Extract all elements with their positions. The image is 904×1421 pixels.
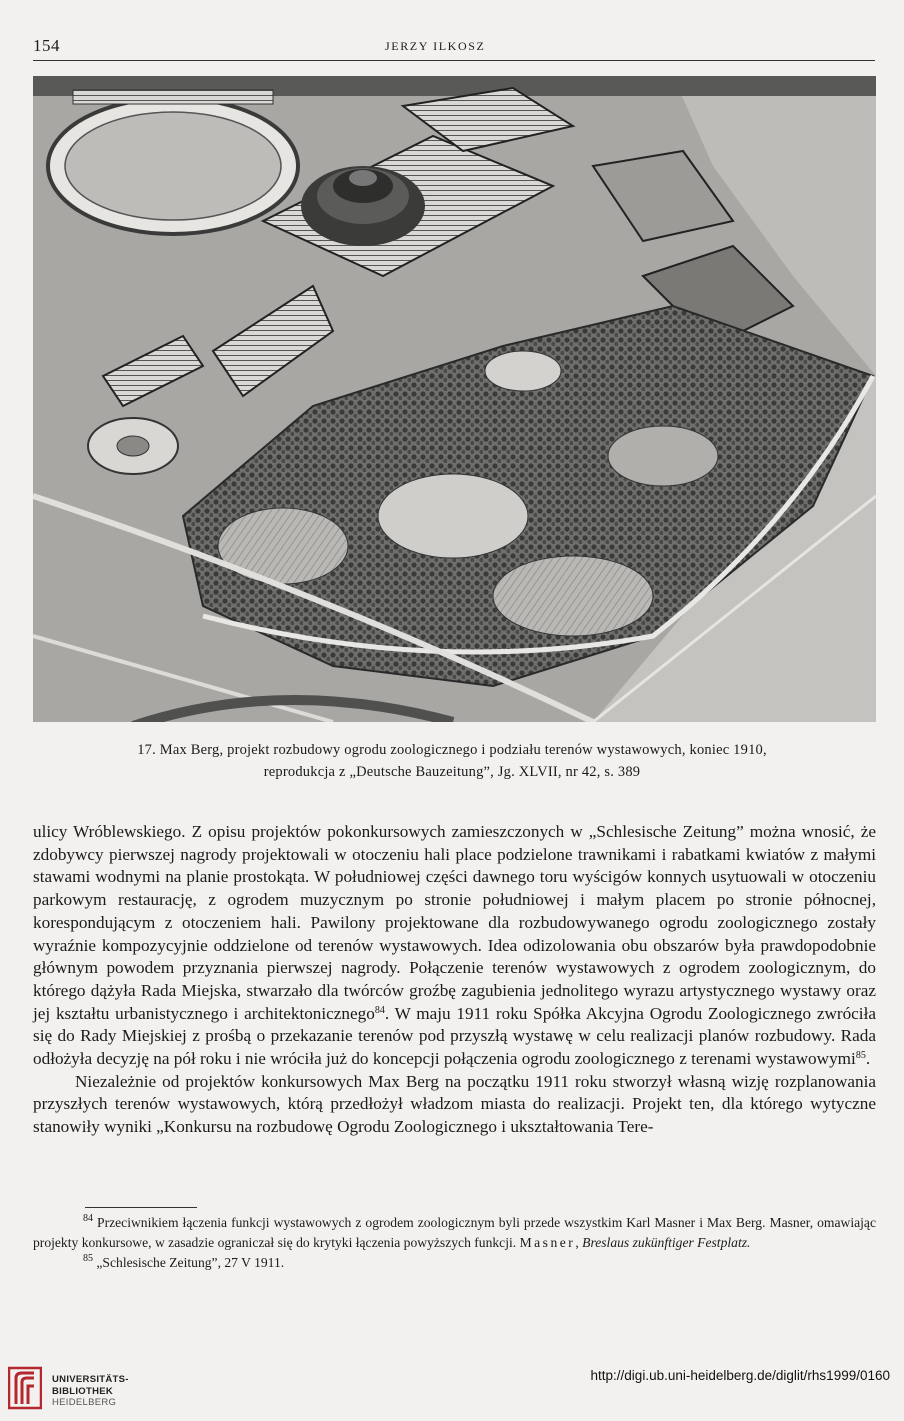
- footnote-85-text: „Schlesische Zeitung”, 27 V 1911.: [93, 1255, 285, 1270]
- footnote-84-author: Masner: [519, 1235, 576, 1250]
- paragraph-1-part-b: . W maju 1911 roku Spółka Akcyjna Ogrodu Zoologicznego zwróciła się do Rady Miejskiej z prośbą o przekazanie terenów pod przyszłą wystawę w celu realizacji planów rozbudowy. Rada odłożyła decyzję na pół roku i nie wróciła już do koncepcji połączenia ogrodu zoologicznego z terenami wystawowymi: [33, 1003, 876, 1069]
- aerial-plan-illustration: [33, 76, 876, 722]
- library-name-line-1: UNIVERSITÄTS-: [52, 1374, 129, 1385]
- footnote-85-number: 85: [83, 1253, 93, 1264]
- library-name-line-2: BIBLIOTHEK: [52, 1385, 114, 1397]
- paragraph-2: Niezależnie od projektów konkursowych Max Berg na początku 1911 roku stworzył własną wizję rozplanowania przyszłych terenów wystawowych, którą przedłożył władzom miasta do realizacji. Projekt ten, dla którego wytyczne stanowiły wyniki „Konkursu na rozbudowę Ogrodu Zoologicznego i ukształtowania Tere-: [33, 1071, 876, 1137]
- figure-caption: [60, 739, 844, 783]
- footnote-rule: [85, 1207, 197, 1208]
- fountain-plaza: [88, 418, 178, 474]
- caption-line-2: reprodukcja z „Deutsche Bauzeitung”, Jg. XLVII, nr 42, s. 389: [263, 764, 641, 780]
- centennial-hall: [301, 166, 425, 246]
- figure-aerial-plan: [33, 76, 876, 722]
- library-name: [52, 1374, 129, 1409]
- body-text: [33, 821, 876, 1139]
- footnote-84-number: 84: [83, 1213, 93, 1224]
- caption-line-1: 17. Max Berg, projekt rozbudowy ogrodu zoologicznego i podziału terenów wystawowych, koniec 1910,: [137, 742, 767, 758]
- library-logo[interactable]: [8, 1366, 138, 1416]
- footnotes: [33, 1213, 876, 1273]
- paragraph-1-part-a: ulicy Wróblewskiego. Z opisu projektów pokonkursowych zamieszczonych w „Schlesische Zeitung” można wnosić, że zdobywcy pierwszej nagrody projektowali w otoczeniu hali place podzielone trawnikami i rabatkami kwiatów z małymi stawami wodnymi na planie prostokąta. W południowej części dawnego toru wyścigów konnych usytuowali w otoczeniu parkowym restaurację, z ogrodem muzycznym po stronie południowej i małym placem po stronie północnej, korespondującym z otoczeniem hali. Pawilony projektowane dla rozbudowywanego ogrodu zoologicznego zostały wyraźnie kompozycyjnie oddzielone od terenów wystawowych. Idea odizolowania obu obszarów była prawdopodobnie głównym powodem przyznania pierwszej nagrody. Połączenie terenów wystawowych z ogrodem zoologicznym, do którego dążyła Rada Miejska, stwarzało dla twórców groźbę zagubienia jednolitego wyrazu artystycznego wystawy oraz jej kształtu urbanistycznego i architektonicznego: [33, 822, 876, 1023]
- footnote-84-title: Breslaus zukünftiger Festplatz.: [582, 1235, 751, 1250]
- source-url-link[interactable]: http://digi.ub.uni-heidelberg.de/diglit/rhs1999/0160: [590, 1368, 890, 1383]
- footnote-84: [33, 1213, 876, 1253]
- footnote-84-text: Przeciwnikiem łączenia funkcji wystawowych z ogrodem zoologicznym byli przede wszystkim Karl Masner i Max Berg. Masner, omawiając projekty konkursowe, w zasadzie ograniczał się do krytyki łączenia powyższych funkcji.: [33, 1215, 876, 1250]
- footnote-ref-84[interactable]: 84: [374, 1004, 385, 1016]
- paragraph-1: [33, 821, 876, 1071]
- running-title: JERZY ILKOSZ: [385, 39, 486, 53]
- paragraph-1-part-c: .: [865, 1049, 871, 1069]
- header-rule: [33, 60, 875, 61]
- footnote-84-separator: ,: [575, 1235, 583, 1250]
- library-emblem-icon: [8, 1366, 42, 1410]
- footnote-85: [33, 1253, 876, 1273]
- page-number: 154: [33, 36, 60, 55]
- library-name-line-3: HEIDELBERG: [52, 1397, 117, 1408]
- footnote-ref-85[interactable]: 85: [855, 1050, 866, 1062]
